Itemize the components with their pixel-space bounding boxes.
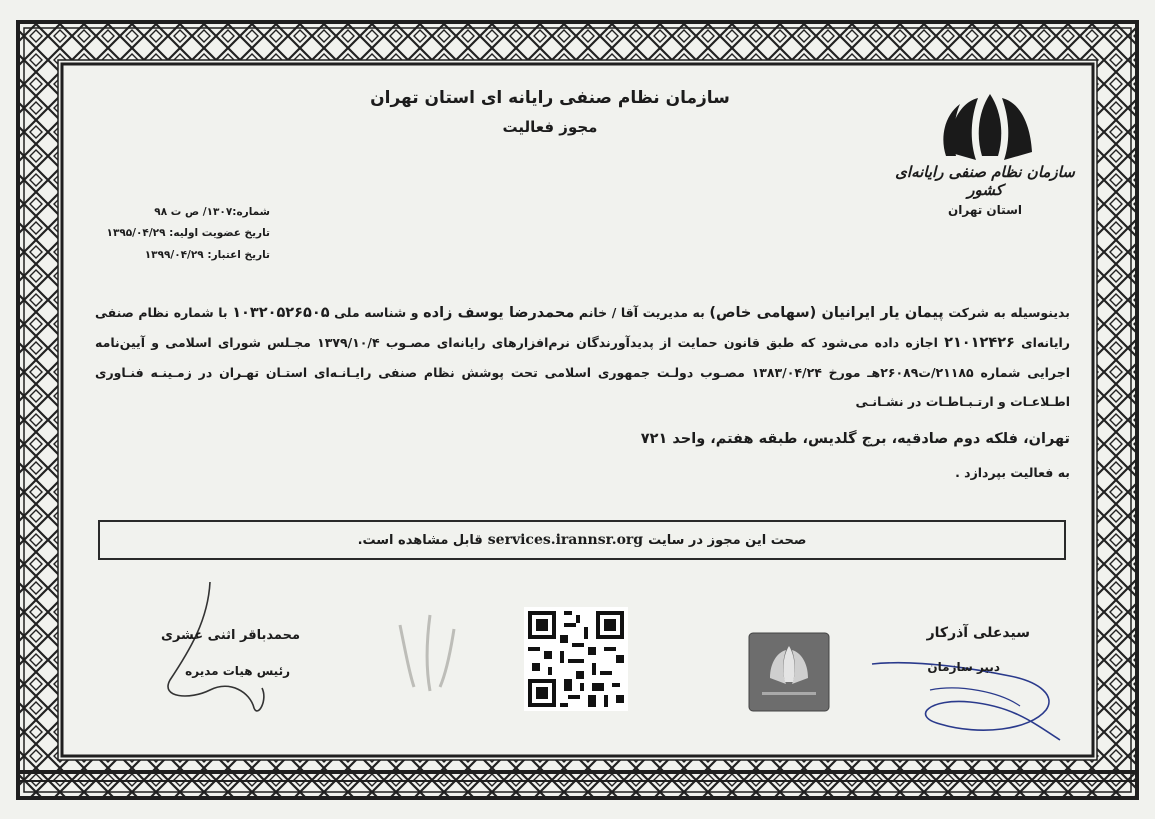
manager-name: محمدرضا یوسف زاده	[423, 305, 575, 321]
document-title: مجوز فعالیت	[502, 118, 598, 136]
chairman-title: رئیس هیات مدیره	[185, 664, 290, 678]
business-address: تهران، فلکه دوم صادقیه، برج گلدیس، طبقه هفتم، واحد ۷۲۱	[640, 431, 1070, 447]
chairman-name: محمدباقر اثنی عشری	[161, 628, 300, 643]
verification-box	[98, 520, 1066, 560]
body-national-id-label: و شناسه ملی	[334, 305, 419, 320]
logo-wordmark: سازمان نظام صنفی رایانه‌ای کشور	[895, 163, 1075, 199]
company-name: پیمان یار ایرانیان (سهامی خاص)	[709, 305, 944, 321]
membership-date: تاریخ عضویت اولیه: ۱۳۹۵/۰۴/۲۹	[106, 227, 270, 239]
guild-number: ۲۱۰۱۲۴۲۶	[944, 335, 1015, 351]
verify-suffix: قابل مشاهده است.	[357, 532, 483, 548]
faint-stamp-icon	[370, 595, 480, 705]
chairman-signature-icon	[150, 580, 290, 720]
license-body	[95, 298, 1070, 416]
logo-province: استان تهران	[948, 203, 1022, 217]
secretary-title: دبیر سازمان	[927, 660, 1000, 674]
document-number: شماره:۱۳۰۷/ ص ت ۹۸	[154, 206, 270, 218]
validity-date: تاریخ اعتبار: ۱۳۹۹/۰۴/۲۹	[144, 249, 270, 261]
closing-line: به فعالیت بپردازد .	[955, 465, 1070, 480]
secretary-signature-icon	[870, 640, 1070, 750]
secretary-name: سیدعلی آذرکار	[926, 625, 1030, 641]
verify-url[interactable]: services.irannsr.org	[487, 532, 644, 548]
organization-name: سازمان نظام صنفی رایانه ای استان تهران	[370, 88, 730, 108]
qr-code-icon[interactable]	[524, 607, 628, 711]
body-intro: بدینوسیله به شرکت	[948, 305, 1070, 320]
national-id: ۱۰۳۲۰۵۲۶۵۰۵	[232, 305, 330, 321]
hologram-seal-icon	[748, 632, 830, 712]
body-legal-text: اجازه داده می‌شود که طبق قانون حمایت از پدیدآورندگان نرم‌افزارهای رایانه‌ای مصـوب ۱۳۷۹/۱۰/۴ مجـلس شورای اسلامی و آیین‌نامه اجرایی شماره ۲۱۱۸۵/ت۲۶۰۸۹هـ مورخ ۱۳۸۳/۰۴/۲۴ مصـوب دولـت جمهوری اسلامی تحت پوشش نظام صنفی رایـانـه‌ای استـان تهـران در زمـینـه فنـاوری اطـلاعـات و ارتـبـاطـات در نشـانـی	[95, 335, 1070, 409]
body-manager-label: به مدیریت آقا / خانم	[578, 305, 705, 320]
verify-prefix: صحت این مجوز در سایت	[648, 532, 807, 548]
body-guild-label: با شماره نظام صنفی رایانه‌ای	[95, 305, 1070, 350]
